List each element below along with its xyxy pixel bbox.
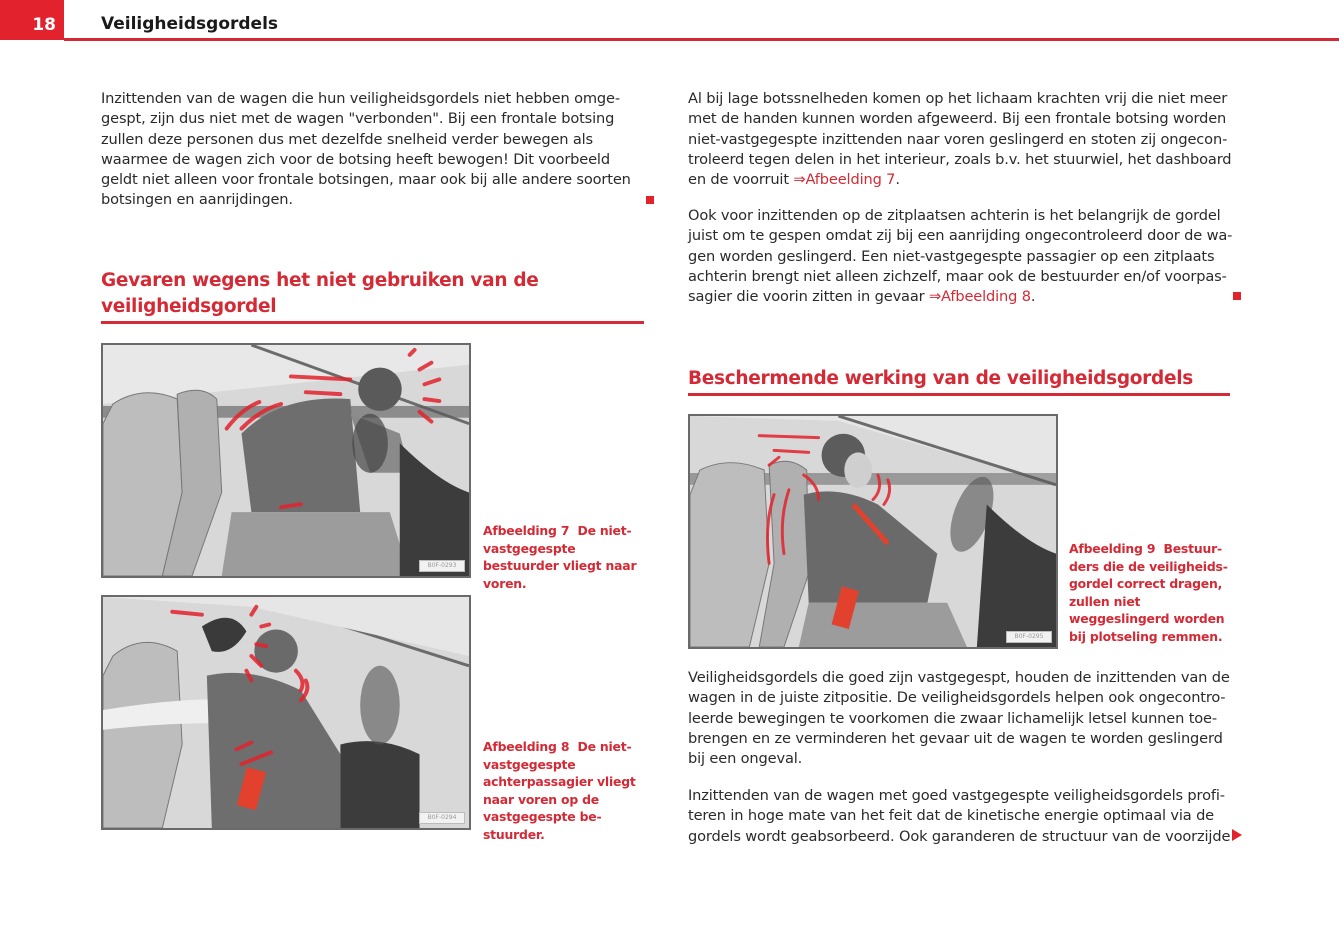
figure-9-label: Afbeelding 9 [1069,541,1156,556]
figure-code: B0F-0295 [1006,631,1052,643]
section-end-marker-icon [1233,292,1241,300]
continue-arrow-icon [1232,829,1242,841]
section-heading-protection [688,366,1230,396]
intro-paragraph-text: Inzittenden van de wagen die hun veiligheidsgordels niet hebben omgegespt, zijn dus niet met de wagen "verbonden". Bij een frontale botsing zullen deze personen dus met dezelfde snelheid verder bewegen als waarmee de wagen zich voor de botsing heeft bewogen! Dit voorbeeld geldt niet alleen voor frontale botsingen, maar ook bij alle andere soorten botsingen en aanrijdingen. [101,90,631,209]
section-heading-dangers [101,268,644,324]
figure-8-label: Afbeelding 8 [483,739,570,754]
figure-7-link[interactable]: ⇒Afbeelding 7 [793,171,896,189]
paragraph-2-text: Ook voor inzittenden op de zitplaatsen achterin is het belangrijk de gordel juist om te gespen omdat zij bij een aanrijding ongecontroleerd door de wagen worden geslingerd. Een niet-vastgegespte passagier op een zitplaats achterin brengt niet alleen zichzelf, maar ook de bestuurder en/of voorpassagier die voorin zitten in gevaar [688,207,1233,306]
figure-code: B0F-0293 [419,560,465,572]
figure-code: B0F-0294 [419,812,465,824]
figure-8-illustration [101,595,471,830]
paragraph-4-text: Inzittenden van de wagen met goed vastgegespte veiligheidsgordels profiteren in hoge mate van het feit dat de kinetische energie optimaal via de gordels wordt geabsorbeerd. Ook garanderen de structuur van de voorzijde [688,787,1231,845]
page-number-text: 18 [32,15,56,35]
figure-9-caption-text: Bestuurders die de veiligheidsgordel correct dragen, zullen niet weggeslingerd worden bij plotseling remmen. [1069,541,1228,644]
section-heading-protection-text: Beschermende werking van de veiligheidsgordels [688,368,1193,389]
figure-7-caption [483,522,648,592]
paragraph-kinetic-energy [688,786,1233,847]
section-end-marker-icon [646,196,654,204]
figure-7-caption-text: De niet-vastgegespte bestuurder vliegt naar voren. [483,523,637,591]
belted-driver-illustration [690,416,1056,647]
page-title: Veiligheidsgordels [101,14,279,34]
paragraph-low-speed-forces: Al bij lage botssnelheden komen op het lichaam krachten vrij die niet meer met de handen kunnen worden afgeweerd. Bij een frontale botsing worden niet-vastgegespte inzittenden naar voren geslingerd en stoten zij ongecontroleerd tegen delen in het interieur, zoals b.v. het stuurwiel, het dashboard en de voorruit ⇒Afbeelding 7. [688,90,1232,189]
figure-8-caption [483,738,648,843]
page-number [0,0,64,40]
unbelted-driver-illustration [103,345,469,576]
paragraph-correct-position [688,668,1233,769]
unbelted-rear-passenger-illustration [103,597,469,828]
header-rule [64,38,1339,41]
figure-9-illustration [688,414,1058,649]
paragraph-3-text: Veiligheidsgordels die goed zijn vastgegespt, houden de inzittenden van de wagen in de juiste zitpositie. De veiligheidsgordels helpen ook ongecontroleerde bewegingen te voorkomen die zwaar lichamelijk letsel kunnen toebrengen en ze verminderen het gevaar uit de wagen te worden geslingerd bij een ongeval. [688,669,1230,768]
figure-8-link[interactable]: ⇒Afbeelding 8 [928,288,1031,306]
figure-8-caption-text: De niet-vastgegespte achterpassagier vliegt naar voren op de vastgegespte bestuurder. [483,739,636,842]
paragraph-1-text: Al bij lage botssnelheden komen op het lichaam krachten vrij die niet meer met de handen kunnen worden afgeweerd. Bij een frontale botsing worden niet-vastgegespte inzittenden naar voren geslingerd en stoten zij ongecontroleerd tegen delen in het interieur, zoals b.v. het stuurwiel, het dashboard en de voorruit [688,90,1232,189]
paragraph-rear-passengers: Ook voor inzittenden op de zitplaatsen achterin is het belangrijk de gordel juist om te gespen omdat zij bij een aanrijding ongecontroleerd door de wagen worden geslingerd. Een niet-vastgegespte passagier op een zitplaats achterin brengt niet alleen zichzelf, maar ook de bestuurder en/of voorpassagier die voorin zitten in gevaar ⇒Afbeelding 8. [688,207,1233,306]
intro-paragraph [101,89,641,211]
section-heading-dangers-text: Gevaren wegens het niet gebruiken van de veiligheidsgordel [101,270,539,317]
figure-7-illustration [101,343,471,578]
figure-7-label: Afbeelding 7 [483,523,570,538]
figure-9-caption [1069,540,1239,645]
